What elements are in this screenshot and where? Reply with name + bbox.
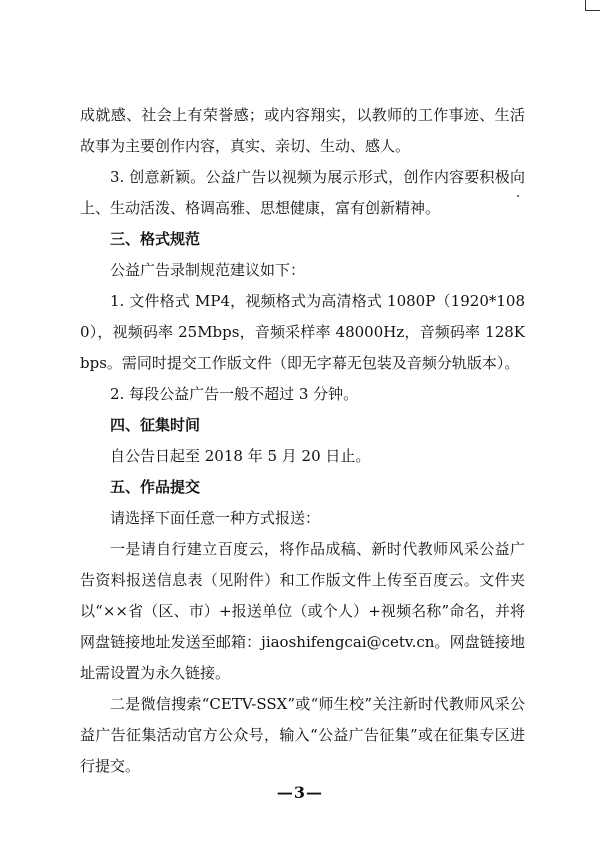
section-heading-submission: 五、作品提交 <box>110 478 201 496</box>
paragraph-creativity: 3. 创意新颖。公益广告以视频为展示形式，创作内容要积极向上、生动活泼、格调高雅、思想健康，富有创新精神。 <box>80 168 525 217</box>
paragraph-submission-method-1: 一是请自行建立百度云，将作品成稿、新时代教师风采公益广告资料报送信息表（见附件）和工作版文件上传至百度云。文件夹以“××省（区、市）+报送单位（或个人）+视频名称”命名，并将网盘链接地址发送至邮箱：jiaoshifengcai@cetv.cn。网盘链接地址需设置为永久链接。 <box>80 540 525 682</box>
scan-corner-mark <box>585 0 600 11</box>
paragraph-submission-intro: 请选择下面任意一种方式报送： <box>110 509 321 527</box>
document-body <box>80 100 525 782</box>
paragraph-submission-method-2: 二是微信搜索“CETV-SSX”或“师生校”关注新时代教师风采公益广告征集活动官方公众号，输入“公益广告征集”或在征集专区进行提交。 <box>80 695 525 775</box>
section-heading-time: 四、征集时间 <box>110 416 201 434</box>
paragraph-continuation: 成就感、社会上有荣誉感；或内容翔实，以教师的工作事迹、生活故事为主要创作内容，真实、亲切、生动、感人。 <box>80 106 525 155</box>
paragraph-file-format: 1. 文件格式 MP4，视频格式为高清格式 1080P（1920*1080），视频码率 25Mbps，音频采样率 48000Hz，音频码率 128Kbps。需同时提交工作版文件（即无字幕无包装及音频分轨版本）。 <box>80 292 525 372</box>
paragraph-deadline: 自公告日起至 2018 年 5 月 20 日止。 <box>110 447 371 465</box>
paragraph-duration: 2. 每段公益广告一般不超过 3 分钟。 <box>110 385 359 403</box>
section-heading-format: 三、格式规范 <box>110 230 201 248</box>
paragraph-format-intro: 公益广告录制规范建议如下： <box>110 261 306 279</box>
page-number: —3— <box>276 783 324 802</box>
